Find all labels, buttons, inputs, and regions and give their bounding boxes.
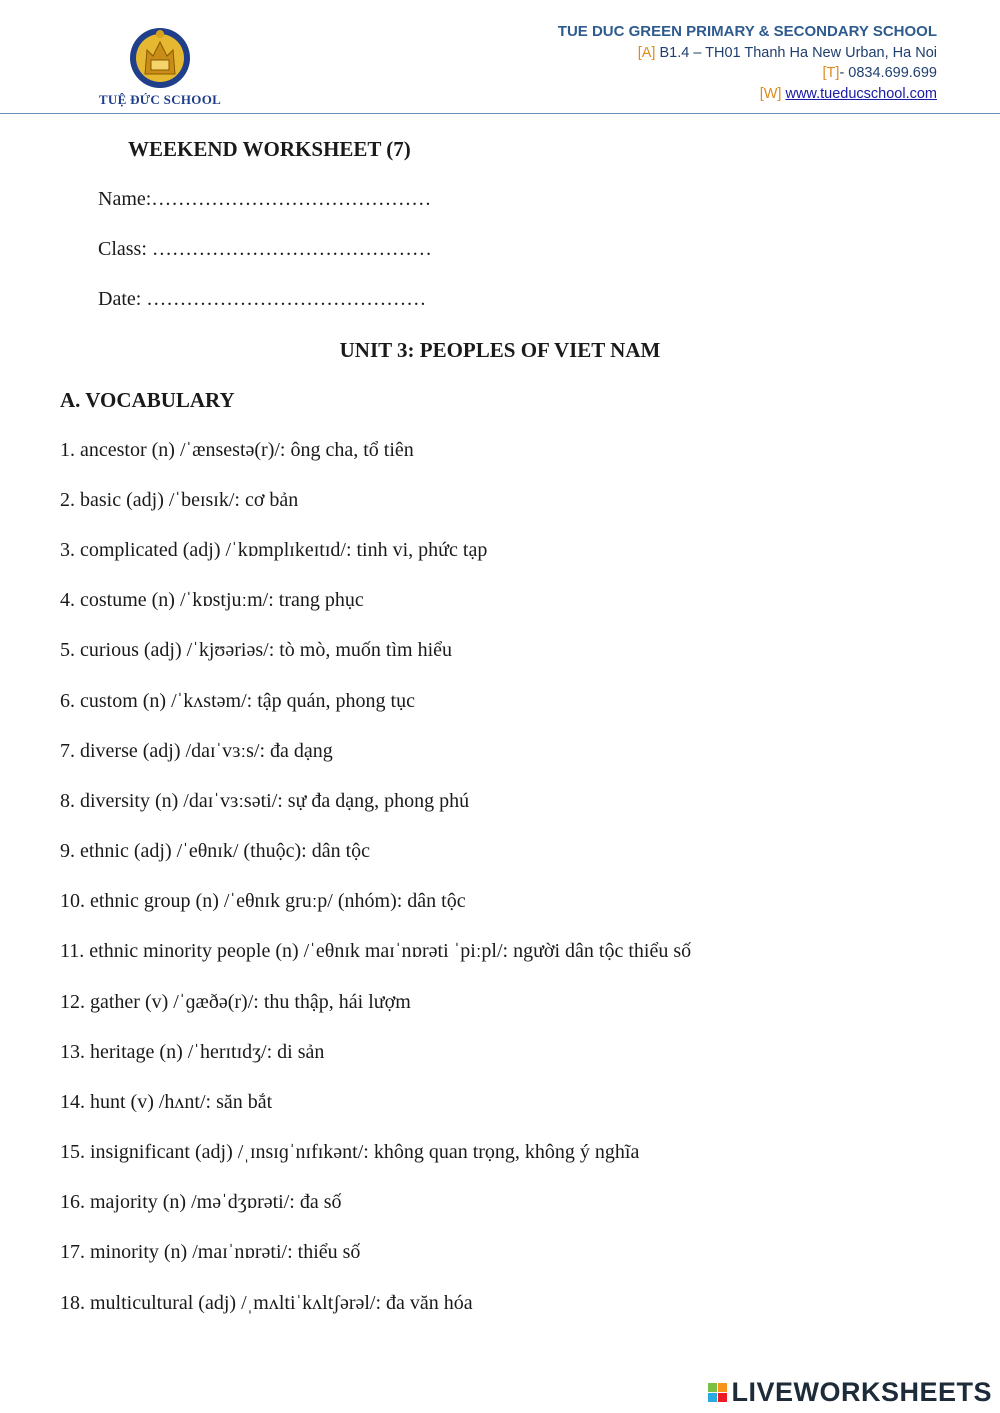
school-website (558, 84, 937, 105)
phone-text: - 0834.699.699 (839, 65, 937, 81)
liveworksheets-logo (708, 1377, 992, 1407)
list-item: 17. minority (n) /maɪˈnɒrəti/: thiểu số (60, 1241, 361, 1263)
list-item: 11. ethnic minority people (n) /ˈeθnɪk maɪˈnɒrəti ˈpiːpl/: người dân tộc thiểu số (60, 940, 692, 962)
school-info (558, 22, 937, 104)
list-item: 4. costume (n) /ˈkɒstjuːm/: trang phục (60, 589, 364, 611)
list-item: 2. basic (adj) /ˈbeɪsɪk/: cơ bản (60, 489, 299, 511)
school-crest-icon (95, 22, 225, 94)
list-item: 5. curious (adj) /ˈkjʊəriəs/: tò mò, muốn tìm hiểu (60, 639, 453, 661)
list-item: 12. gather (v) /ˈɡæðə(r)/: thu thập, hái lượm (60, 991, 411, 1013)
unit-title: UNIT 3: PEOPLES OF VIET NAM (339, 338, 661, 362)
school-logo (95, 22, 225, 112)
phone-tag: [T] (822, 65, 840, 81)
header-divider (0, 113, 1000, 114)
list-item: 10. ethnic group (n) /ˈeθnɪk gruːp/ (nhóm): dân tộc (60, 890, 466, 912)
list-item: 13. heritage (n) /ˈherɪtɪdʒ/: di sản (60, 1041, 325, 1063)
school-name: TUE DUC GREEN PRIMARY & SECONDARY SCHOOL (557, 23, 937, 40)
address-text: B1.4 – TH01 Thanh Ha New Urban, Ha Noi (655, 44, 937, 61)
list-item: 7. diverse (adj) /daɪˈvɜːs/: đa dạng (60, 740, 333, 762)
school-logo-text: TUỆ ĐỨC SCHOOL (98, 92, 222, 107)
date-field[interactable]: Date: …………………………………… (98, 288, 427, 310)
list-item: 18. multicultural (adj) /ˌmʌltiˈkʌltʃərəl/: đa văn hóa (60, 1292, 473, 1314)
class-field[interactable]: Class: …………………………………… (98, 238, 432, 260)
list-item: 3. complicated (adj) /ˈkɒmplɪkeɪtɪd/: tinh vi, phức tạp (60, 539, 488, 561)
web-tag: [W] (759, 85, 782, 102)
list-item: 1. ancestor (n) /ˈænsestə(r)/: ông cha, tổ tiên (60, 439, 414, 461)
worksheet-title: WEEKEND WORKSHEET (7) (128, 137, 411, 161)
list-item: 9. ethnic (adj) /ˈeθnɪk/ (thuộc): dân tộc (60, 840, 371, 862)
address-tag: [A] (637, 44, 656, 61)
list-item: 15. insignificant (adj) /ˌɪnsɪɡˈnɪfɪkənt/: không quan trọng, không ý nghĩa (60, 1141, 640, 1163)
list-item: 8. diversity (n) /daɪˈvɜːsəti/: sự đa dạng, phong phú (60, 790, 470, 812)
list-item: 6. custom (n) /ˈkʌstəm/: tập quán, phong tục (60, 690, 415, 712)
liveworksheets-brand: LIVEWORKSHEETS (731, 1376, 992, 1407)
website-link[interactable]: www.tueducschool.com (785, 85, 937, 102)
name-field[interactable]: Name:…………………………………… (98, 188, 432, 210)
school-address (558, 43, 937, 64)
section-title: A. VOCABULARY (60, 388, 235, 412)
list-item: 16. majority (n) /məˈdʒɒrəti/: đa số (60, 1191, 342, 1213)
school-phone (558, 63, 937, 84)
list-item: 14. hunt (v) /hʌnt/: săn bắt (60, 1091, 273, 1113)
liveworksheets-grid-icon (708, 1383, 727, 1402)
